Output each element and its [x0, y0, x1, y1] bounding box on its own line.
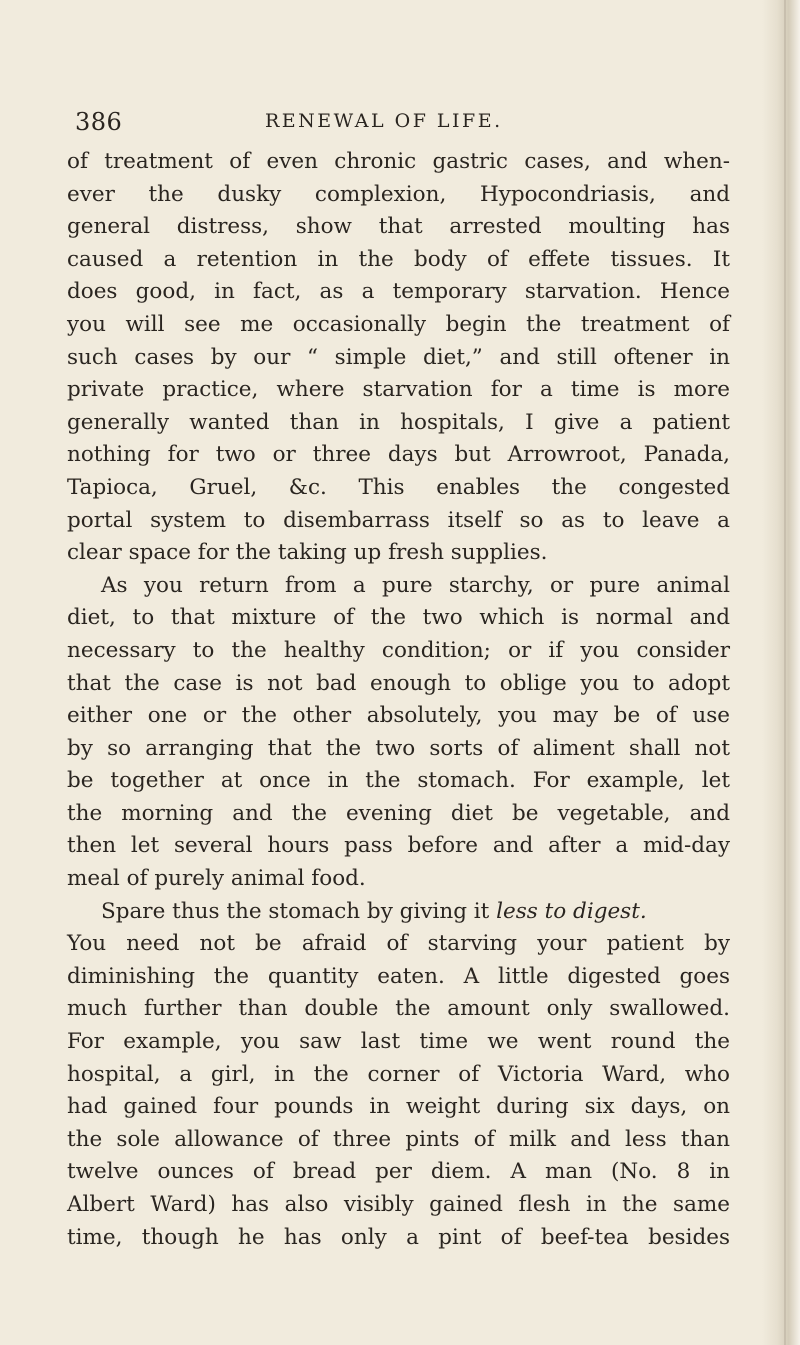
- text-line: nothing for two or three days but Arrowroot, Panada,: [67, 442, 730, 468]
- text-line: You need not be afraid of starving your patient by: [67, 931, 730, 957]
- text-line: Albert Ward) has also visibly gained flesh in the same: [67, 1192, 730, 1217]
- text-line: twelve ounces of bread per diem. A man (No. 8 in: [67, 1159, 730, 1185]
- text-line: Tapioca, Gruel, &c. This enables the congested: [67, 474, 730, 500]
- text-line: be together at once in the stomach. For example, let: [67, 768, 730, 794]
- text-line: the morning and the evening diet be vegetable, and: [67, 800, 730, 826]
- text-line: generally wanted than in hospitals, I give a patient: [67, 409, 730, 435]
- text-line: either one or the other absolutely, you may be of use: [67, 703, 730, 729]
- text-line: private practice, where starvation for a time is more: [67, 377, 730, 403]
- page-number: 386: [75, 108, 123, 136]
- text-line: For example, you saw last time we went round the: [67, 1029, 730, 1055]
- italic-phrase: less to digest.: [496, 898, 647, 924]
- text-line: the sole allowance of three pints of milk and less than: [67, 1126, 730, 1152]
- text-line: much further than double the amount only swallowed.: [67, 996, 730, 1022]
- text-line-with-italic: [67, 896, 730, 929]
- text-line: such cases by our “ simple diet,” and still oftener in: [67, 344, 730, 370]
- text-line: portal system to disembarrass itself so as to leave a: [67, 507, 730, 533]
- text-line: meal of purely animal food.: [67, 866, 366, 892]
- text-line: does good, in fact, as a temporary starvation. Hence: [67, 279, 730, 305]
- page-edge-shadow: [762, 0, 800, 1345]
- text-line: you will see me occasionally begin the treatment of: [67, 311, 730, 337]
- text-line: time, though he has only a pint of beef-tea besides: [67, 1224, 730, 1250]
- text-line: then let several hours pass before and after a mid-day: [67, 833, 730, 859]
- text-line: diet, to that mixture of the two which is normal and: [67, 605, 730, 631]
- text-line: As you return from a pure starchy, or pure animal: [101, 572, 730, 598]
- text-line: by so arranging that the two sorts of aliment shall not: [67, 735, 730, 761]
- text-line: necessary to the healthy condition; or if you consider: [67, 637, 730, 663]
- text-line: clear space for the taking up fresh supplies.: [67, 540, 548, 566]
- text-line: of treatment of even chronic gastric cases, and when-: [67, 149, 730, 174]
- text-line: caused a retention in the body of effete tissues. It: [67, 246, 730, 272]
- text-segment: Spare thus the stomach by giving it: [101, 898, 497, 924]
- text-line: general distress, show that arrested moulting has: [67, 214, 730, 240]
- text-line: ever the dusky complexion, Hypocondriasis, and: [67, 181, 730, 207]
- page-header: [75, 108, 730, 140]
- text-line: diminishing the quantity eaten. A little digested goes: [67, 963, 730, 989]
- text-line: had gained four pounds in weight during six days, on: [67, 1094, 730, 1120]
- text-line: hospital, a girl, in the corner of Victoria Ward, who: [67, 1061, 730, 1087]
- text-line: that the case is not bad enough to oblige you to adopt: [67, 670, 730, 696]
- body-text: [67, 146, 730, 1254]
- running-head: RENEWAL OF LIFE.: [265, 110, 503, 132]
